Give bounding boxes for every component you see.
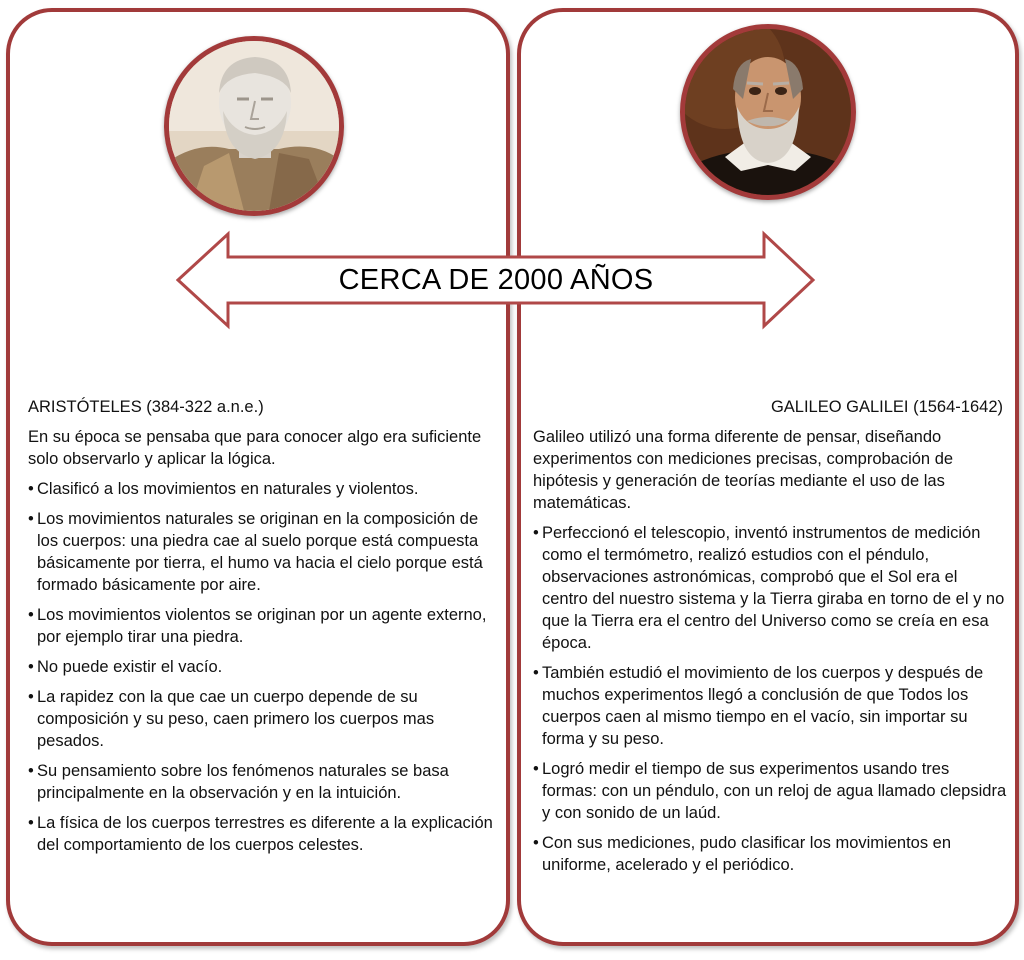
galileo-intro: Galileo utilizó una forma diferente de pensar, diseñando experimentos con mediciones precisas, comprobación de hipótesis y generación de teorías mediante el uso de las matemáticas. [533,428,954,512]
list-item: • Los movimientos violentos se originan por un agente externo, por ejemplo tirar una piedra. [28,604,496,648]
list-item: • Los movimientos naturales se originan en la composición de los cuerpos: una piedra cae al suelo porque está compuesta básicamente por tierra, el humo va hacia el cielo porque está formado básicamente por aire. [28,508,496,596]
list-item: • No puede existir el vacío. [28,656,496,678]
list-item: • La física de los cuerpos terrestres es diferente a la explicación del comportamiento de los cuerpos celestes. [28,812,496,856]
galileo-text [533,396,1007,884]
list-item: • Su pensamiento sobre los fenómenos naturales se basa principalmente en la observación y en la intuición. [28,760,496,804]
galileo-portrait [680,24,856,200]
galileo-bullets [533,522,1007,876]
aristotle-bullets [28,478,496,856]
aristotle-heading: ARISTÓTELES (384-322 a.n.e.) [28,398,264,416]
list-item: • Con sus mediciones, pudo clasificar los movimientos en uniforme, acelerado y el periódico. [533,832,1007,876]
list-item: • La rapidez con la que cae un cuerpo depende de su composición y su peso, caen primero los cuerpos mas pesados. [28,686,496,752]
list-item: • Perfeccionó el telescopio, inventó instrumentos de medición como el termómetro, realizó estudios con el péndulo, observaciones astronómicas, comprobó que el Sol era el centro del nuestro sistema y la Tierra giraba en torno de el y no que la Tierra era el centro del Universo como se creía en esa época. [533,522,1007,654]
aristotle-bust-image [169,41,339,211]
timespan-label: CERCA DE 2000 AÑOS [338,263,654,296]
list-item: • También estudió el movimiento de los cuerpos y después de muchos experimentos llegó a conclusión de que Todos los cuerpos caen al mismo tiempo en el vacío, sin importar su forma y su peso. [533,662,1007,750]
galileo-heading: GALILEO GALILEI (1564-1642) [770,398,1003,416]
timespan-arrow [176,230,816,330]
list-item: • Logró medir el tiempo de sus experimentos usando tres formas: con un péndulo, con un reloj de agua llamado clepsidra y con sonido de un laúd. [533,758,1007,824]
aristotle-portrait [164,36,344,216]
list-item: • Clasificó a los movimientos en naturales y violentos. [28,478,496,500]
galileo-portrait-image [685,29,851,195]
aristotle-intro: En su época se pensaba que para conocer algo era suficiente solo observarlo y aplicar la lógica. [28,428,482,468]
aristotle-text [28,396,496,864]
